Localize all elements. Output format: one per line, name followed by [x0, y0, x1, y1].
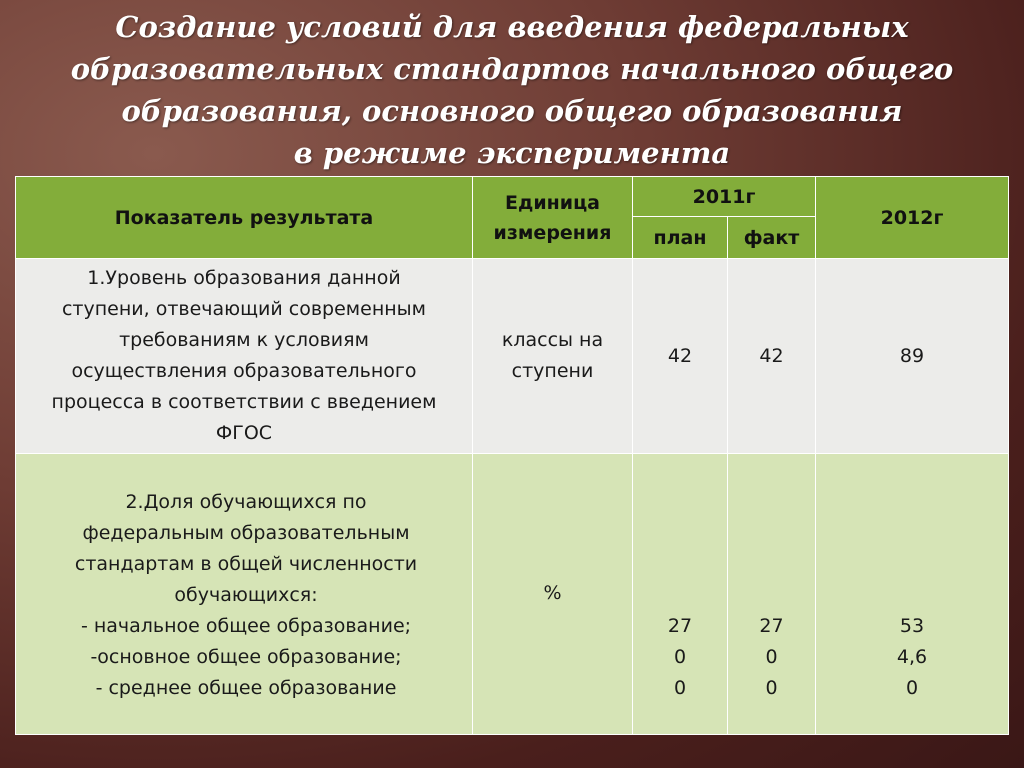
title-line: Создание условий для введения федеральных	[115, 10, 909, 44]
title-line: в режиме эксперимента	[293, 136, 731, 170]
value-line: 0	[673, 646, 687, 668]
text-line: ФГОС	[215, 422, 273, 444]
text-line: - начальное общее образование;	[80, 615, 412, 637]
results-table	[15, 176, 1009, 735]
value-line: 0	[765, 646, 778, 668]
row2-indicator	[16, 454, 473, 735]
value-line: 53	[899, 615, 925, 637]
row1-fact: 42	[728, 259, 816, 454]
text-line: -основное общее образование;	[90, 646, 402, 668]
value-line: 0	[765, 677, 778, 699]
row2-fact	[728, 454, 816, 735]
row1-2012: 89	[816, 259, 1009, 454]
value-line: 27	[667, 615, 693, 637]
value-line: 0	[673, 677, 687, 699]
header-unit	[473, 177, 633, 259]
header-year-2012: 2012г	[816, 177, 1009, 259]
text-line: классы на	[501, 329, 604, 351]
header-indicator: Показатель результата	[16, 177, 473, 259]
header-plan: план	[633, 217, 728, 259]
text-line: требованиям к условиям	[119, 329, 369, 351]
row2-unit: %	[473, 454, 633, 735]
header-unit-label: Единица измерения	[493, 191, 612, 244]
row1-indicator	[16, 259, 473, 454]
value-line: 0	[905, 677, 919, 699]
value-line: 4,6	[896, 646, 928, 668]
text-line: обучающихся:	[174, 584, 318, 606]
row2-plan	[633, 454, 728, 735]
text-line: стандартам в общей численности	[74, 553, 418, 575]
row1-unit	[473, 259, 633, 454]
title-line: образования, основного общего образования	[121, 94, 903, 128]
row2-2012	[816, 454, 1009, 735]
text-line: 1.Уровень образования данной	[87, 267, 401, 289]
text-line: процесса в соответствии с введением	[51, 391, 437, 413]
text-line: 2.Доля обучающихся по	[125, 491, 367, 513]
slide-title	[40, 6, 984, 174]
text-line: осуществления образовательного	[71, 360, 417, 382]
text-line: федеральным образовательным	[82, 522, 410, 544]
title-line: образовательных стандартов начального общего	[70, 52, 954, 86]
value-line: 27	[759, 615, 784, 637]
header-year-2011: 2011г	[633, 177, 816, 217]
text-line: ступени	[511, 360, 594, 382]
text-line: - среднее общее образование	[95, 677, 397, 699]
row1-plan: 42	[633, 259, 728, 454]
text-line: ступени, отвечающий современным	[61, 298, 426, 320]
header-fact: факт	[728, 217, 816, 259]
